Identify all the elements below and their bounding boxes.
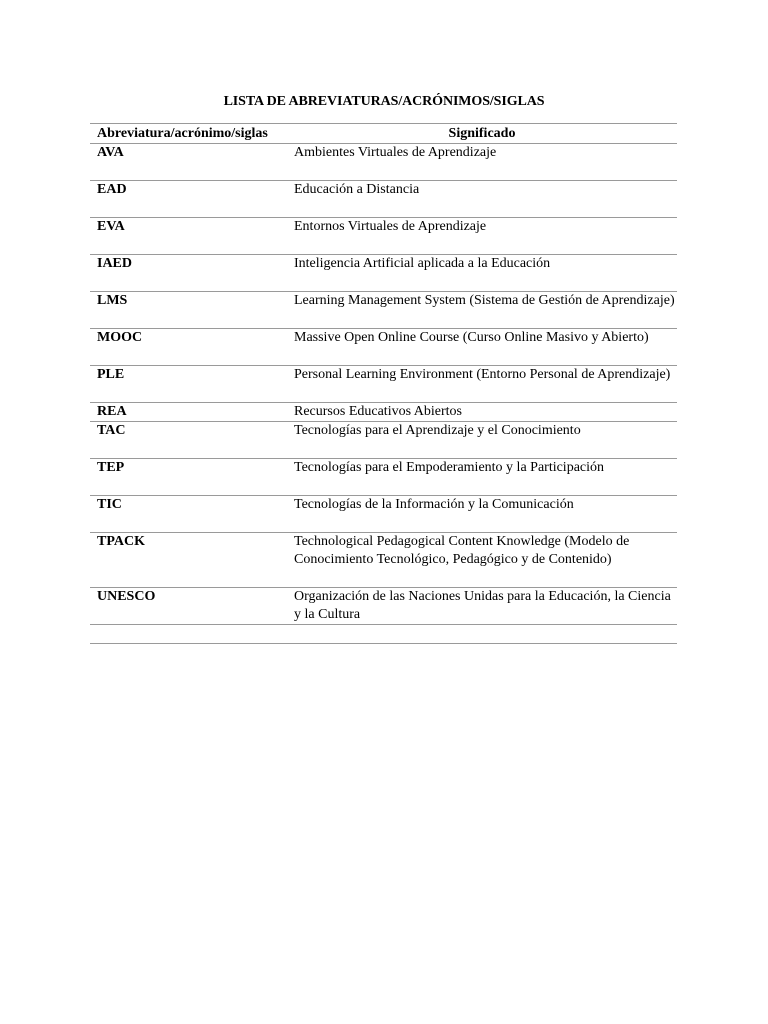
header-meaning: Significado bbox=[287, 124, 677, 144]
table-row bbox=[90, 588, 677, 625]
table-row bbox=[90, 144, 677, 181]
abbreviation-cell: PLE bbox=[90, 366, 287, 403]
abbreviation-cell: LMS bbox=[90, 292, 287, 329]
empty-cell bbox=[90, 625, 287, 644]
document-title: LISTA DE ABREVIATURAS/ACRÓNIMOS/SIGLAS bbox=[223, 94, 545, 109]
meaning-cell: Entornos Virtuales de Aprendizaje bbox=[287, 218, 677, 255]
table-empty-row bbox=[90, 625, 677, 644]
meaning-cell: Ambientes Virtuales de Aprendizaje bbox=[287, 144, 677, 181]
table-row bbox=[90, 366, 677, 403]
table-row bbox=[90, 218, 677, 255]
meaning-cell: Tecnologías para el Aprendizaje y el Conocimiento bbox=[287, 422, 677, 459]
meaning-cell: Organización de las Naciones Unidas para la Educación, la Ciencia y la Cultura bbox=[287, 588, 677, 625]
abbreviation-cell: AVA bbox=[90, 144, 287, 181]
meaning-cell: Learning Management System (Sistema de Gestión de Aprendizaje) bbox=[287, 292, 677, 329]
header-abbreviation: Abreviatura/acrónimo/siglas bbox=[90, 124, 287, 144]
table-header-row bbox=[90, 124, 677, 144]
table-row bbox=[90, 292, 677, 329]
abbreviation-cell: EAD bbox=[90, 181, 287, 218]
table-row bbox=[90, 459, 677, 496]
meaning-cell: Technological Pedagogical Content Knowledge (Modelo de Conocimiento Tecnológico, Pedagógico y de Contenido) bbox=[287, 533, 677, 588]
meaning-cell: Tecnologías para el Empoderamiento y la Participación bbox=[287, 459, 677, 496]
abbreviation-cell: EVA bbox=[90, 218, 287, 255]
meaning-cell: Massive Open Online Course (Curso Online Masivo y Abierto) bbox=[287, 329, 677, 366]
abbreviation-cell: TPACK bbox=[90, 533, 287, 588]
abbreviation-cell: TAC bbox=[90, 422, 287, 459]
table-row bbox=[90, 403, 677, 422]
table-row bbox=[90, 329, 677, 366]
abbreviation-cell: REA bbox=[90, 403, 287, 422]
abbreviation-cell: IAED bbox=[90, 255, 287, 292]
meaning-cell: Educación a Distancia bbox=[287, 181, 677, 218]
meaning-cell: Recursos Educativos Abiertos bbox=[287, 403, 677, 422]
meaning-cell: Inteligencia Artificial aplicada a la Educación bbox=[287, 255, 677, 292]
table-row bbox=[90, 255, 677, 292]
table-row bbox=[90, 422, 677, 459]
meaning-cell: Tecnologías de la Información y la Comunicación bbox=[287, 496, 677, 533]
meaning-cell: Personal Learning Environment (Entorno Personal de Aprendizaje) bbox=[287, 366, 677, 403]
table-row bbox=[90, 533, 677, 588]
abbreviation-cell: TEP bbox=[90, 459, 287, 496]
table-row bbox=[90, 181, 677, 218]
empty-cell bbox=[287, 625, 677, 644]
abbreviations-table bbox=[90, 123, 677, 644]
abbreviation-cell: TIC bbox=[90, 496, 287, 533]
table-row bbox=[90, 496, 677, 533]
abbreviation-cell: MOOC bbox=[90, 329, 287, 366]
abbreviation-cell: UNESCO bbox=[90, 588, 287, 625]
